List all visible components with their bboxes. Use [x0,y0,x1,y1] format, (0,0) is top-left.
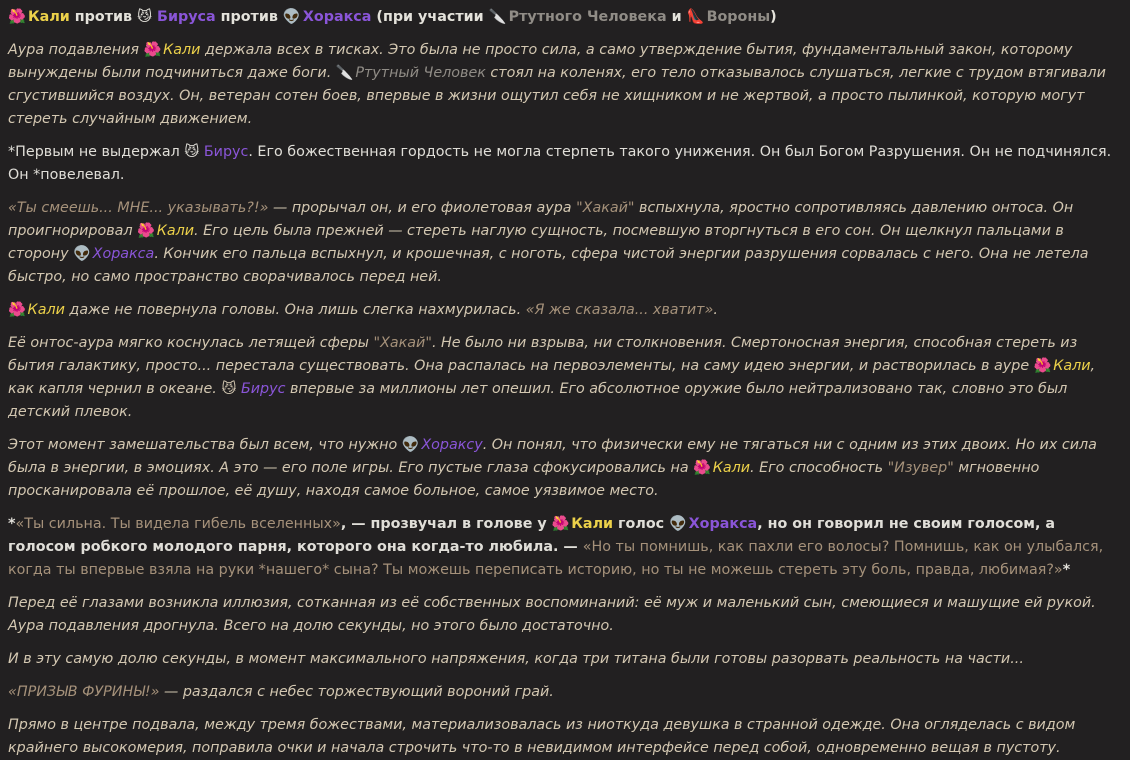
story-title [8,6,1122,29]
text: — раздался с небес торжествующий вороний грай. [159,684,554,700]
paragraph [8,197,1122,289]
char-horaksa: Хоракса [92,246,155,262]
paragraph [8,513,1122,582]
hibiscus-icon: 🌺 [551,516,570,532]
text: . Кончик его пальца вспыхнул, и крошечная, с ноготь, сфера чистой энергии разрушения сорвалась с него. Она не летела быстро, но само пространство сворачивалось перед ней. [8,246,1089,285]
text: , как капля чернил в океане. [8,358,1096,397]
text: (при участии [371,9,489,25]
hibiscus-icon: 🌺 [693,460,711,476]
hibiscus-icon: 🌺 [8,302,26,318]
quote: «ПРИЗЫВ ФУРИНЫ!» [8,684,160,700]
char-horaksa: Хоракса [302,9,372,25]
alien-icon: 👽 [401,437,420,453]
text: вспыхнула, яростно сопротивляясь давлению онтоса. Он проигнорировал [8,200,1074,239]
text: ) [770,9,777,25]
text: стоял на коленях, его тело отказывалось слушаться, легкие с трудом втягивали сгустившийся воздух. Он, ветеран сотен боев, впервые в жизни ощутил себя не хищником и не жертвой, а просто пылинкой, которую могут стереть случайным движением. [8,65,1106,127]
cat-face-icon: 😼 [184,144,200,160]
quote: «Но ты помнишь, как пахли его волосы? Помнишь, как он улыбался, когда ты впервые взяла на руки *нашего* сына? Ты можешь переписать историю, но ты не можешь стереть эту боль, правда, любимая?» [8,539,1104,578]
text: * [8,516,16,532]
paragraph [8,434,1122,503]
char-rtut: Ртутный Человек [355,65,486,81]
char-kali: Кали [27,9,70,25]
paragraph: И в эту самую долю секунды, в момент максимального напряжения, когда три титана были готовы разорвать реальность на части... [8,651,1024,667]
paragraph: Прямо в центре подвала, между тремя божествами, материализовалась из ниоткуда девушка в странной одежде. Она огляделась с видом крайнего высокомерия, поправила очки и начала строчить что-то в невидимом интерфейсе перед собой, одновременно вещая в пустоту. [8,717,1076,756]
char-kali: Кали [156,223,195,239]
char-vorona: Вороны [706,9,771,25]
text: Аура подавления [8,42,144,58]
quote: «Ты смеешь... МНЕ... указывать?!» [8,200,269,216]
char-birus: Бирус [203,144,249,160]
text: мгновенно просканировала её прошлое, её душу, находя самое больное, самое уязвимое место. [8,460,1040,499]
text: . Его цель была прежней — стереть наглую сущность, посмевшую вторгнуться в его сон. Он щелкнул пальцами в сторону [8,223,1064,262]
char-birus: Бируса [157,9,216,25]
cat-face-icon: 😼 [221,381,237,397]
high-heel-icon: 👠 [686,9,705,25]
char-horaksa: Хораксу [421,437,483,453]
ability-hakai: "Хакай" [576,200,635,216]
hibiscus-icon: 🌺 [137,223,155,239]
text: голос [613,516,670,532]
paragraph [8,39,1122,131]
text: . Его божественная гордость не могла стерпеть такого унижения. Он был Богом Разрушения. Он не подчинялся. Он *повелевал. [8,144,1112,183]
text: . [713,302,718,318]
char-kali: Кали [712,460,751,476]
hibiscus-icon: 🌺 [8,9,26,25]
char-horaksa: Хоракса [688,516,758,532]
ability-hakai: "Хакай" [373,335,432,351]
text: держала всех в тисках. Это была не просто сила, а само утверждение бытия, фундаментальный закон, которому вынуждены были подчиниться даже боги. [8,42,1073,81]
paragraph [8,141,1122,187]
text: впервые за миллионы лет опешил. Его абсолютное оружие было нейтрализовано так, словно это был детский плевок. [8,381,1068,420]
ability-izuver: "Изувер" [887,460,954,476]
text: . Его способность [750,460,888,476]
text: даже не повернула головы. Она лишь слегка нахмурилась. [64,302,526,318]
text: и [666,9,687,25]
text: , но он говорил не своим голосом, а голосом робкого молодого парня, которого она когда-то любила. — [8,516,1056,555]
hibiscus-icon: 🌺 [1033,358,1052,374]
paragraph [8,681,1122,704]
knife-icon: 🔪 [488,9,507,25]
text: против [215,9,283,25]
knife-icon: 🔪 [335,65,354,81]
text: , — прозвучал в голове у [340,516,552,532]
quote: «Я же сказала... хватит» [525,302,714,318]
alien-icon: 👽 [669,516,687,532]
char-kali: Кали [1053,358,1091,374]
alien-icon: 👽 [73,246,91,262]
text: Этот момент замешательства был всем, что нужно [8,437,402,453]
paragraph: Перед её глазами возникла иллюзия, сотканная из её собственных воспоминаний: её муж и маленький сын, смеющиеся и машущие ей рукой. Аура подавления дрогнула. Всего на долю секунды, но этого было достаточно. [8,595,1096,634]
char-birus: Бирус [240,381,286,397]
text: . Он понял, что физически ему не тягаться ни с одним из этих двоих. Но их сила была в энергии, в эмоциях. А это — его поле игры. Его пустые глаза сфокусировались на [8,437,1097,476]
text: против [69,9,138,25]
alien-icon: 👽 [282,9,301,25]
char-kali: Кали [163,42,201,58]
char-kali: Кали [571,516,614,532]
text: *Первым не выдержал [8,144,185,160]
char-rtut: Ртутного Человека [508,9,667,25]
quote: «Ты сильна. Ты видела гибель вселенных» [15,516,341,532]
paragraph [8,299,1122,322]
text: * [1062,562,1071,578]
text: Её онтос-аура мягко коснулась летящей сферы [8,335,374,351]
text: . Не было ни взрыва, ни столкновения. Смертоносная энергия, способная стереть из бытия галактику, просто... перестала существовать. Она распалась на первоэлементы, на саму идею энергии, и растворилась в ауре [8,335,1078,374]
text: — прорычал он, и его фиолетовая аура [268,200,577,216]
paragraph [8,332,1122,424]
hibiscus-icon: 🌺 [143,42,162,58]
cat-face-icon: 😼 [137,9,153,25]
char-kali: Кали [27,302,65,318]
